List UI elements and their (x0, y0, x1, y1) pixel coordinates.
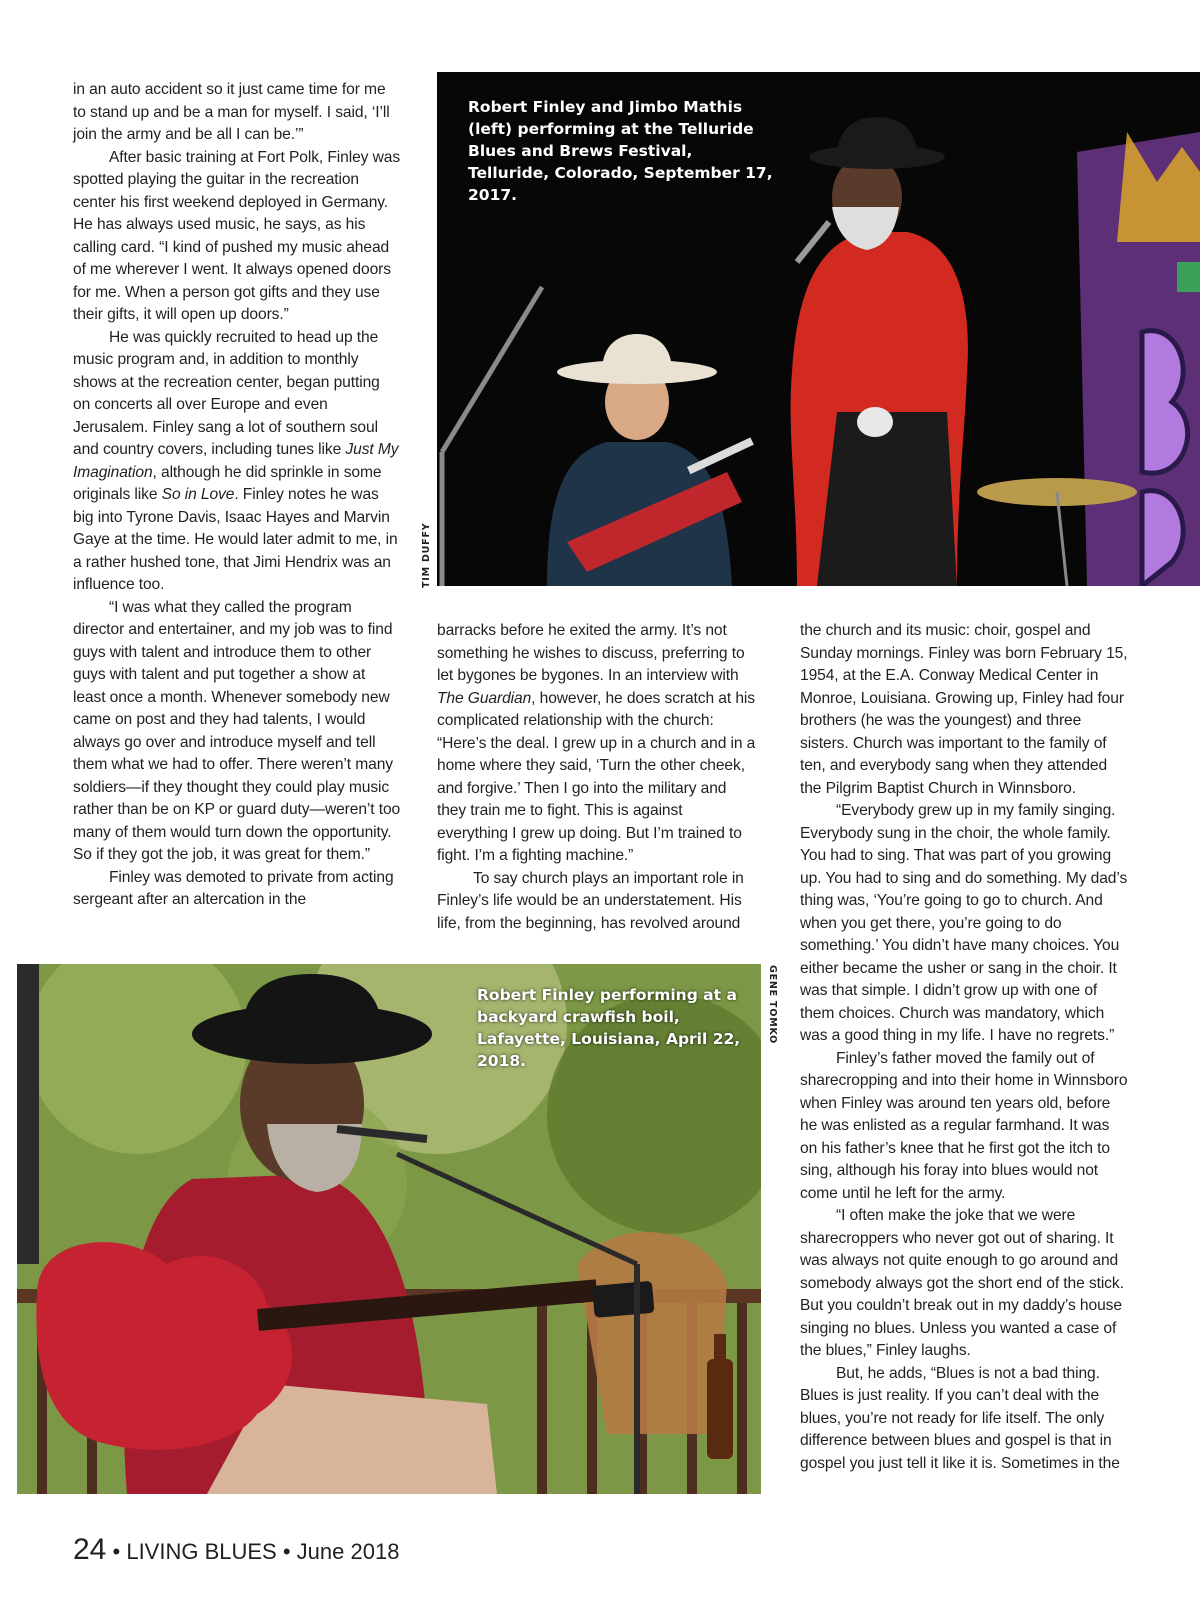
paragraph: To say church plays an important role in Finley’s life would be an understatement. His life, from the beginning, has revolved around (437, 869, 744, 932)
photo-caption: Robert Finley and Jimbo Mathis (left) performing at the Telluride Blues and Brews Festival, Telluride, Colorado, September 17, 2017. (468, 98, 773, 204)
magazine-name: LIVING BLUES (126, 1539, 277, 1564)
paragraph: “Everybody grew up in my family singing. Everybody sung in the choir, the whole family. You had to sing. That was part of you growing up. You had to sing and do something. My dad’s thing was, ‘You’re going to go to church. And when you get there, you’re going to do something.’ You didn’t have many choices. You either became the usher or sang in the choir. It was that simple. I didn’t grow up with one of them choices. Church was mandatory, which was a good thing in my life. I have no regrets.” (800, 802, 1128, 1044)
paragraph: He was quickly recruited to head up the music program and, in addition to monthly shows at the recreation center, began putting on concerts all over Europe and even Jerusalem. Finley sang a lot of southern soul and country covers, including tunes like Just My Imagination, although he did sprinkle in some originals like So in Love. Finley notes he was big into Tyrone Davis, Isaac Hayes and Marvin Gaye at the time. He would later admit to me, in a rather hushed tone, that Jimi Hendrix was an influence too. (73, 328, 399, 593)
photo-credit: GENE TOMKO (767, 965, 778, 1045)
article-column-3 (800, 620, 1130, 1475)
page-footer (73, 1533, 399, 1567)
article-column-2 (437, 620, 757, 935)
bullet: • (112, 1539, 121, 1564)
article-column-1 (73, 79, 401, 912)
paragraph: But, he adds, “Blues is not a bad thing. Blues is just reality. If you can’t deal with the blues, you’re not ready for life itself. The only difference between blues and gospel is that in gospel you just tell it like it is. Sometimes in the (800, 1364, 1120, 1472)
song-title: So in Love (161, 486, 235, 503)
paragraph: Finley’s father moved the family out of sharecropping and into their home in Winnsboro when Finley was around ten years old, before he was enlisted as a regular farmhand. It was on his father’s knee that he first got the itch to sing, although his foray into blues would not come until he left for the army. (800, 1049, 1128, 1202)
publication-title: The Guardian (437, 689, 532, 707)
paragraph: Finley was demoted to private from acting sergeant after an altercation in the (73, 868, 394, 908)
song-title: Just My Imagination (73, 441, 399, 481)
paragraph: “I often make the joke that we were sharecroppers who never got out of sharing. It was always not quite enough to go around and somebody always got the short end of the stick. But you couldn’t break out in my daddy’s house singing no blues. Unless you wanted a case of the blues,” Finley laughs. (800, 1207, 1124, 1359)
paragraph: the church and its music: choir, gospel and Sunday mornings. Finley was born February 15, 1954, at the E.A. Conway Medical Center in Monroe, Louisiana. Growing up, Finley had four brothers (he was the youngest) and three sisters. Church was important to the family of ten, and everybody sang when they attended the Pilgrim Baptist Church in Winnsboro. (800, 622, 1128, 797)
page-number: 24 (73, 1533, 107, 1566)
paragraph: barracks before he exited the army. It’s not something he wishes to discuss, preferring to let bygones be bygones. In an interview with The Guardian, however, he does scratch at his complicated relationship with the church: “Here’s the deal. I grew up in a church and in a home where they said, ‘Turn the other cheek, and forgive.’ Then I go into the military and they train me to fight. This is against everything I grew up doing. But I’m trained to fight. I’m a fighting machine.” (437, 622, 756, 864)
photo-credit: TIM DUFFY (421, 522, 432, 588)
photo-caption: Robert Finley performing at a backyard crawfish boil, Lafayette, Louisiana, April 22, 2018. (477, 986, 741, 1070)
issue-date: June 2018 (296, 1539, 400, 1564)
paragraph: in an auto accident so it just came time for me to stand up and be a man for myself. I said, ‘I’ll join the army and be all I can be.’” (73, 81, 390, 143)
bullet: • (282, 1539, 291, 1564)
paragraph: “I was what they called the program director and entertainer, and my job was to find guys with talent and introduce them to other guys with talent and put together a show at least once a month. Whenever somebody new came on post and they had talents, I would always go over and introduce myself and tell them what we had to offer. There weren’t many soldiers—if they thought they could play music rather than be on KP or guard duty—weren’t too many of them would turn down the opportunity. So if they got the job, it was great for them.” (73, 598, 401, 863)
paragraph: After basic training at Fort Polk, Finley was spotted playing the guitar in the recreation center his first weekend deployed in Germany. He has always used music, he says, as his calling card. “I kind of pushed my music ahead of me wherever I went. It always opened doors for me. When a person got gifts and they use their gifts, it will open up doors.” (73, 148, 401, 323)
